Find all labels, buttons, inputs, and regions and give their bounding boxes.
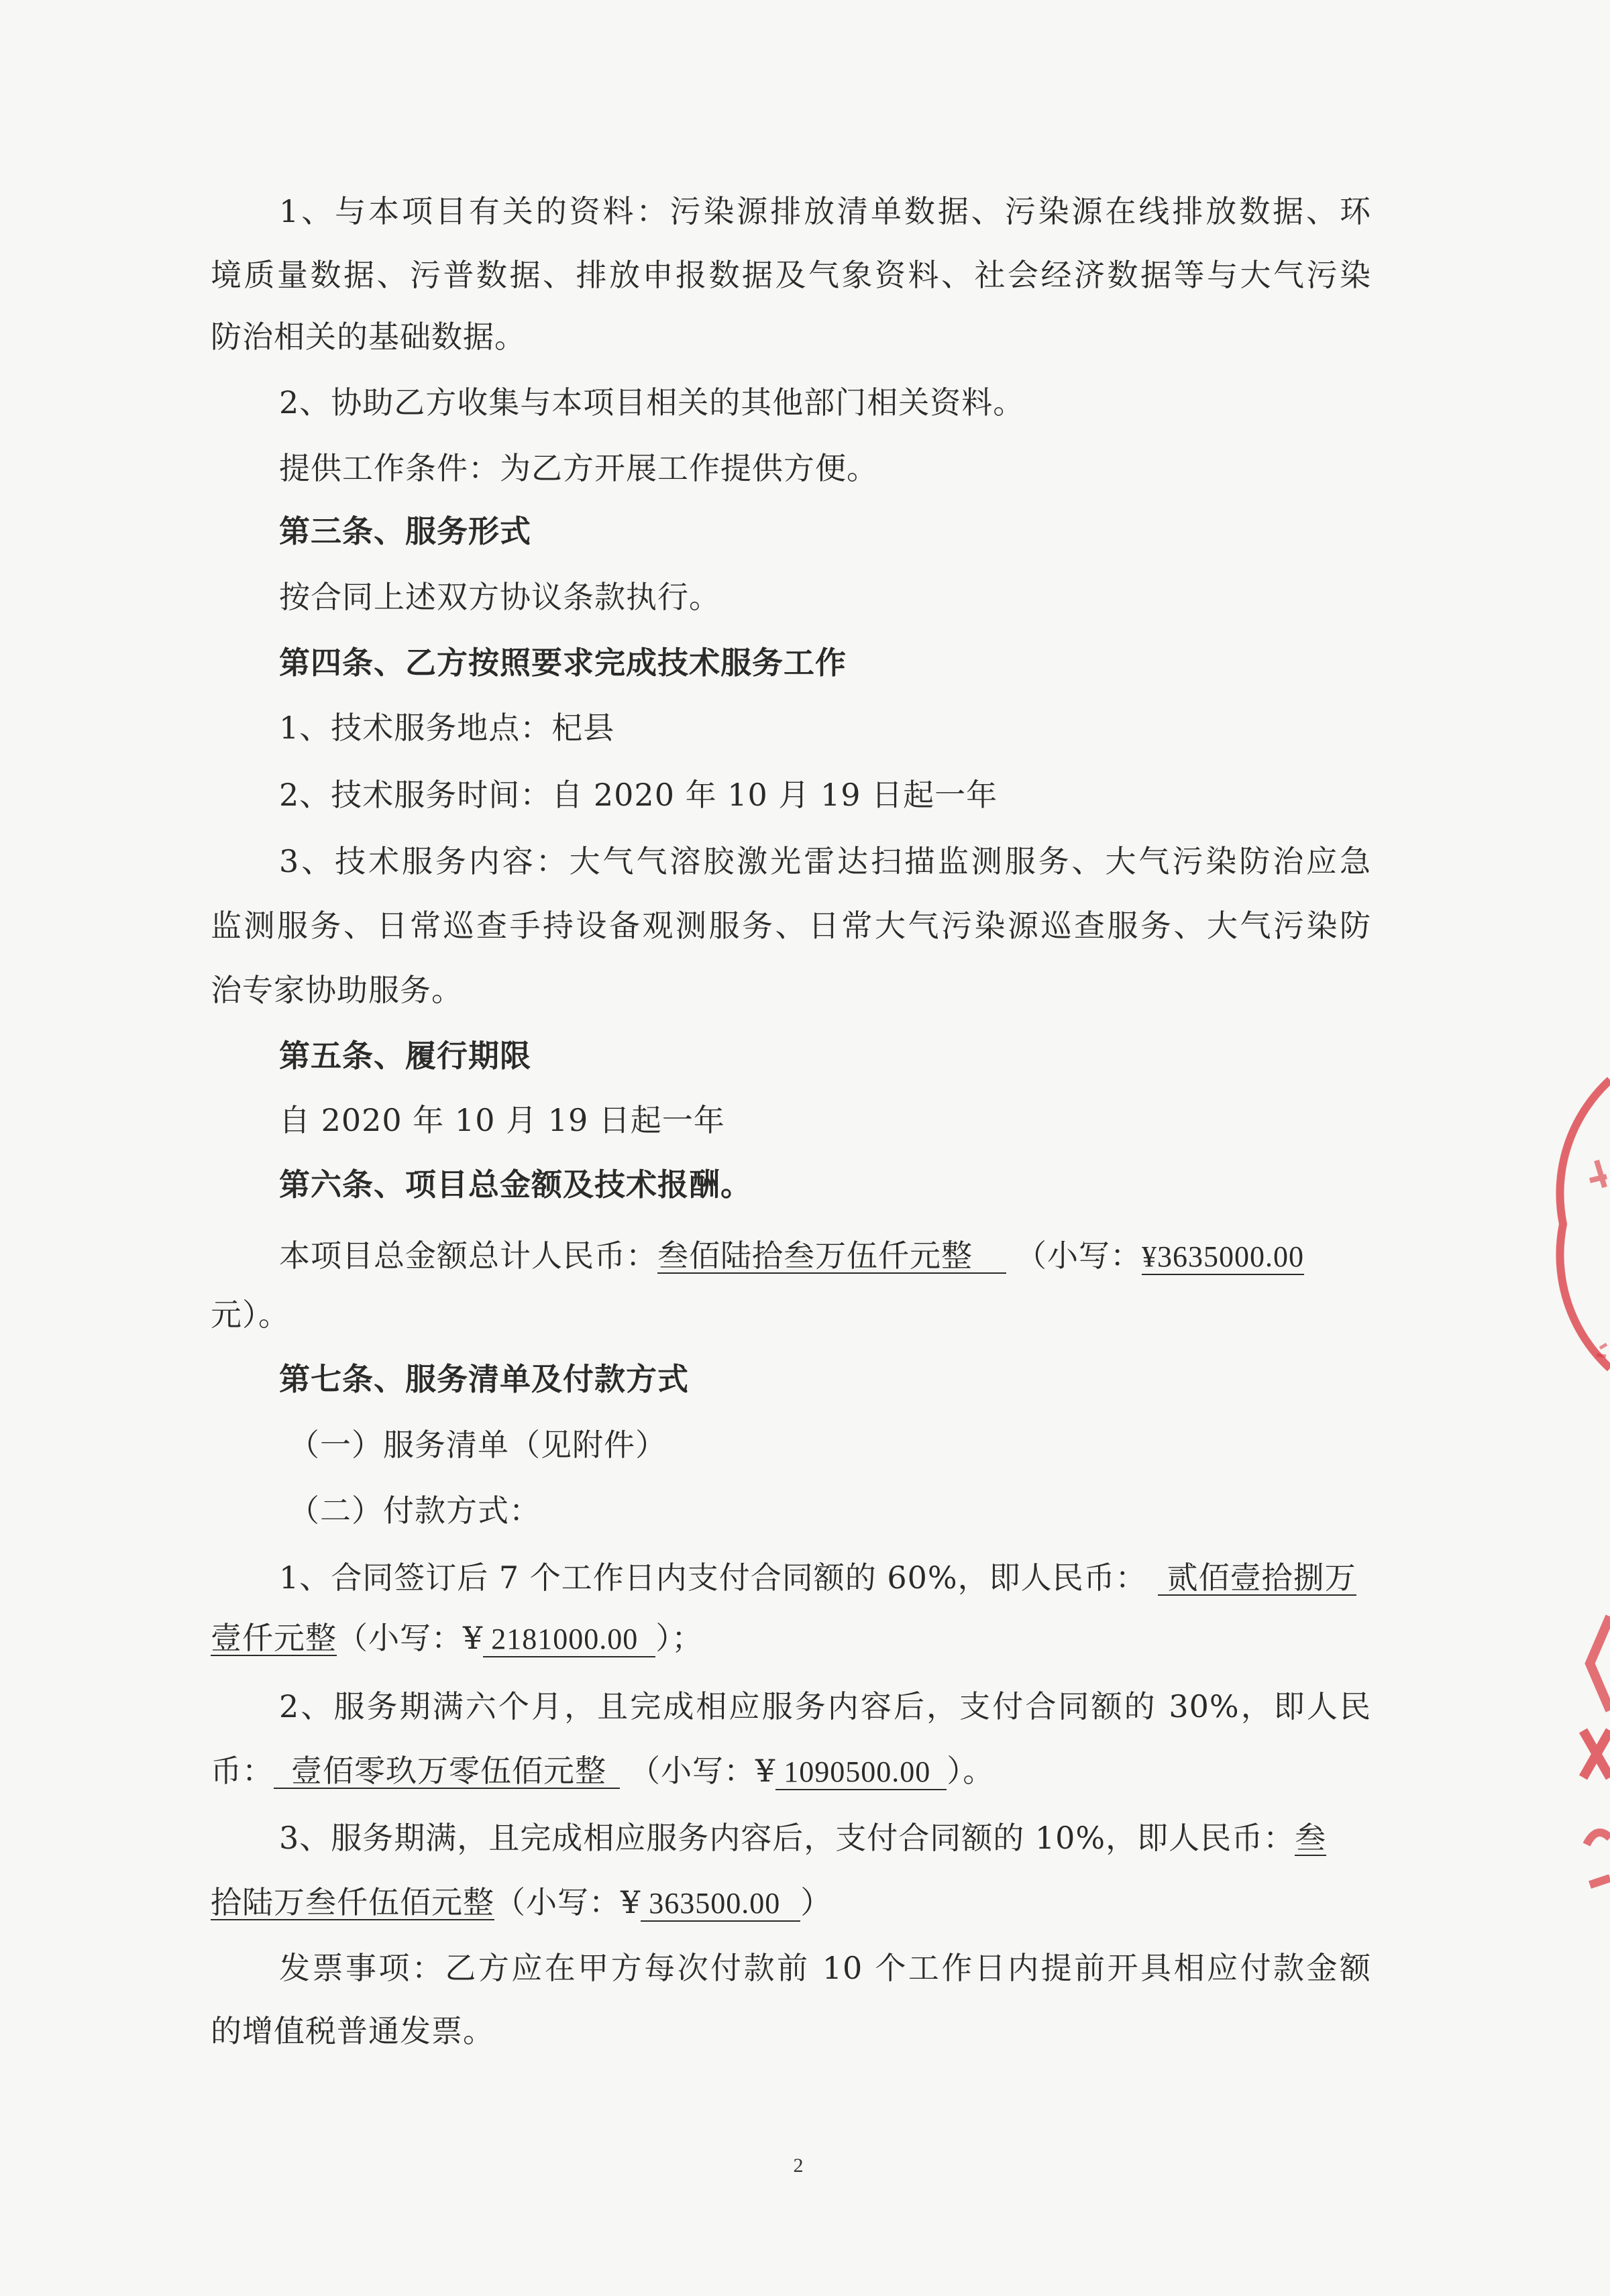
payment-2-figures: 1090500.00	[775, 1755, 947, 1790]
payment-2-line-2	[211, 1751, 1371, 1791]
payment-2-close: ）。	[947, 1753, 995, 1789]
payment-1-line-1	[279, 1557, 1371, 1598]
paragraph-2: 2、协助乙方收集与本项目相关的其他部门相关资料。	[279, 384, 1025, 421]
paragraph-1-line-3: 防治相关的基础数据。	[211, 319, 526, 355]
service-time: 2、技术服务时间：自 2020 年 10 月 19 日起一年	[279, 777, 998, 813]
paragraph-1-line-1: 1、与本项目有关的资料：污染源排放清单数据、污染源在线排放数据、环	[279, 193, 1371, 229]
payment-3-line-2	[211, 1882, 1371, 1922]
performance-period: 自 2020 年 10 月 19 日起一年	[279, 1102, 725, 1138]
service-location: 1、技术服务地点：杞县	[279, 710, 615, 746]
section-4-heading: 第四条、乙方按照要求完成技术服务工作	[279, 645, 847, 681]
section-6-heading: 第六条、项目总金额及技术报酬。	[279, 1166, 752, 1203]
payment-1-text: 1、合同签订后 7 个工作日内支付合同额的 60%，即人民币：	[279, 1560, 1147, 1596]
total-amount-small-label: （小写：	[1016, 1238, 1142, 1274]
paragraph-3: 提供工作条件：为乙方开展工作提供方便。	[279, 450, 878, 486]
total-amount-line	[279, 1236, 1371, 1276]
invoice-line-1: 发票事项：乙方应在甲方每次付款前 10 个工作日内提前开具相应付款金额	[279, 1950, 1371, 1986]
payment-2-line-1: 2、服务期满六个月，且完成相应服务内容后，支付合同额的 30%，即人民	[279, 1688, 1371, 1725]
payment-method-subheading: （二）付款方式：	[288, 1492, 541, 1529]
red-seal-fragment-bottom	[1570, 1603, 1610, 1979]
service-content-line-1: 3、技术服务内容：大气气溶胶激光雷达扫描监测服务、大气污染防治应急	[279, 843, 1371, 879]
total-amount-suffix: 元）。	[211, 1297, 290, 1333]
payment-3-words-part-1: 叁	[1295, 1820, 1327, 1856]
payment-3-words-part-2: 拾陆万叁仟伍佰元整	[211, 1884, 494, 1920]
invoice-line-2: 的增值税普通发票。	[211, 2013, 494, 2049]
paragraph-1-line-2: 境质量数据、污普数据、排放申报数据及气象资料、社会经济数据等与大气污染	[211, 257, 1371, 293]
payment-3-figures: 363500.00	[641, 1887, 800, 1922]
payment-2-small-label: （小写：¥	[629, 1753, 776, 1789]
service-content-line-3: 治专家协助服务。	[211, 972, 463, 1008]
payment-1-words-part-2: 壹仟元整	[211, 1620, 337, 1656]
red-seal-fragment-top	[1550, 1067, 1610, 1382]
payment-1-figures: 2181000.00	[483, 1623, 655, 1657]
payment-1-words-part-1: 贰佰壹拾捌万	[1158, 1561, 1356, 1596]
service-content-line-2: 监测服务、日常巡查手持设备观测服务、日常大气污染源巡查服务、大气污染防	[211, 908, 1371, 944]
page-number: 2	[793, 2154, 804, 2177]
payment-1-close: ）；	[655, 1620, 704, 1656]
payment-2-words: 壹佰零玖万零伍佰元整	[274, 1754, 620, 1789]
section-3-heading: 第三条、服务形式	[279, 513, 531, 549]
payment-3-text: 3、服务期满，且完成相应服务内容后，支付合同额的 10%，即人民币：	[279, 1820, 1295, 1856]
total-amount-figures: ¥3635000.00	[1142, 1240, 1304, 1275]
section-5-heading: 第五条、履行期限	[279, 1038, 531, 1074]
payment-3-close: ）	[800, 1884, 833, 1920]
payment-2-prefix: 币：	[211, 1753, 274, 1789]
payment-1-line-2	[211, 1618, 1371, 1658]
service-list-subheading: （一）服务清单（见附件）	[288, 1427, 667, 1463]
section-7-heading: 第七条、服务清单及付款方式	[279, 1361, 689, 1397]
paragraph-4: 按合同上述双方协议条款执行。	[279, 579, 720, 615]
payment-1-small-label: （小写：¥	[337, 1620, 484, 1656]
total-amount-words: 叁佰陆拾叁万伍仟元整	[657, 1239, 1006, 1274]
payment-3-line-1	[279, 1818, 1371, 1858]
payment-3-small-label: （小写：¥	[494, 1884, 641, 1920]
total-amount-prefix: 本项目总金额总计人民币：	[279, 1238, 657, 1274]
